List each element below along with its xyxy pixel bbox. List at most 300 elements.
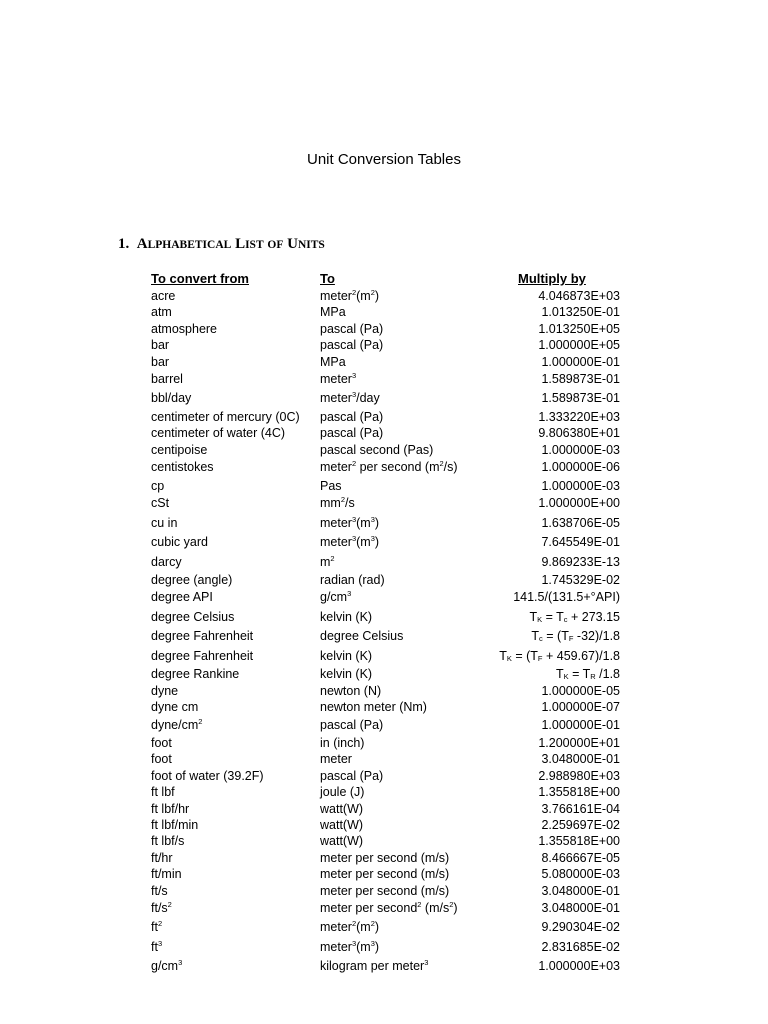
table-row (0, 666, 768, 682)
to-unit (320, 514, 379, 534)
from-unit (151, 957, 182, 977)
superscript: 2 (439, 459, 444, 469)
to-unit (320, 647, 372, 667)
table-row (0, 572, 768, 588)
factor-text: 1.000000E+03 (538, 959, 620, 974)
multiply-value (541, 514, 620, 534)
formula-text: + 459.67)/1.8 (542, 648, 620, 663)
from-text: centimeter of water (4C) (151, 426, 286, 441)
table-row (0, 918, 768, 938)
multiply-value (541, 370, 620, 390)
from-unit (151, 514, 177, 534)
subscript: F (568, 634, 574, 644)
factor-text: 1.000000E-01 (541, 354, 620, 369)
formula-text: = (T (542, 629, 569, 644)
superscript: 3 (370, 534, 375, 544)
to-text: meter per second (m/s) (320, 850, 450, 865)
from-text: centistokes (151, 460, 214, 475)
multiply-value (541, 817, 620, 833)
multiply-value (541, 938, 620, 958)
to-text: pascal (Pa) (320, 768, 384, 783)
from-unit (151, 768, 264, 784)
from-text: darcy (151, 554, 182, 569)
table-row (0, 354, 768, 370)
from-text: foot (151, 736, 172, 751)
from-text: cSt (151, 496, 170, 511)
from-text: degree Celsius (151, 609, 235, 624)
to-unit (320, 458, 458, 478)
multiply-value (541, 478, 620, 494)
subscript: K (537, 614, 543, 624)
from-text: ft (151, 920, 158, 935)
table-row (0, 533, 768, 553)
factor-text: 1.000000E+00 (538, 496, 620, 511)
table-row (0, 784, 768, 800)
table-row (0, 553, 768, 573)
from-unit (151, 716, 202, 736)
from-text: degree Fahrenheit (151, 648, 254, 663)
to-text: joule (J) (320, 785, 365, 800)
from-unit (151, 553, 182, 573)
to-unit (320, 801, 363, 817)
to-text: kelvin (K) (320, 667, 373, 682)
factor-text: 2.831685E-02 (541, 939, 620, 954)
factor-text: 5.080000E-03 (541, 867, 620, 882)
superscript: 2 (351, 288, 357, 297)
from-unit (151, 784, 175, 800)
multiply-value (541, 389, 620, 409)
to-unit (320, 716, 383, 736)
from-unit (151, 801, 189, 817)
to-unit (320, 409, 383, 425)
to-text: ) (374, 939, 380, 954)
subscript: F (537, 653, 543, 663)
to-text: m (320, 554, 331, 569)
formula-text: T (555, 667, 564, 682)
multiply-value (541, 918, 620, 938)
to-unit (320, 850, 449, 866)
superscript: 2 (351, 459, 357, 469)
superscript: 3 (351, 938, 357, 948)
to-text: meter (320, 920, 352, 935)
from-text: degree Rankine (151, 667, 240, 682)
factor-text: 141.5/(131.5+°API) (513, 590, 620, 605)
superscript: 3 (178, 958, 183, 968)
superscript: 2 (370, 288, 375, 297)
from-unit (151, 899, 172, 919)
section-heading: 1. ALPHABETICAL LIST OF UNITS (118, 236, 325, 252)
factor-text: 9.806380E+01 (538, 426, 620, 441)
from-unit (151, 389, 191, 409)
to-unit (320, 553, 335, 573)
table-row (0, 321, 768, 337)
factor-text: 3.766161E-04 (541, 801, 620, 816)
from-text: ft lbf/s (151, 834, 185, 849)
from-text: atm (151, 305, 172, 320)
factor-text: 1.589873E-01 (541, 391, 620, 406)
superscript: 2 (449, 899, 454, 909)
multiply-value (499, 647, 620, 667)
multiply-value (529, 608, 620, 628)
to-unit (320, 370, 356, 390)
to-unit (320, 683, 381, 699)
to-text: (m (356, 535, 371, 550)
from-text: ft/s (151, 883, 168, 898)
table-row (0, 627, 768, 647)
multiply-value (541, 553, 620, 573)
superscript: 3 (351, 514, 357, 524)
multiply-value (538, 409, 620, 425)
to-text: Pas (320, 478, 342, 493)
to-unit (320, 533, 379, 553)
multiply-value (541, 716, 620, 736)
table-row (0, 883, 768, 899)
from-unit (151, 588, 213, 608)
subscript: R (590, 672, 596, 682)
table-row (0, 588, 768, 608)
column-header-from: To convert from (151, 271, 249, 286)
from-unit (151, 683, 178, 699)
to-unit (320, 899, 458, 919)
multiply-value (541, 354, 620, 370)
from-text: degree Fahrenheit (151, 629, 254, 644)
table-row (0, 288, 768, 304)
from-text: cu in (151, 515, 178, 530)
from-unit (151, 425, 285, 441)
superscript: 3 (351, 534, 357, 544)
to-unit (320, 288, 379, 304)
from-unit (151, 866, 182, 882)
to-text: degree Celsius (320, 629, 404, 644)
to-text: newton (N) (320, 683, 382, 698)
from-text: centipoise (151, 442, 208, 457)
from-text: ft/hr (151, 850, 173, 865)
multiply-value (538, 784, 620, 800)
from-unit (151, 735, 172, 751)
to-unit (320, 735, 364, 751)
column-header-to: To (320, 271, 335, 286)
multiply-value (541, 866, 620, 882)
to-unit (320, 354, 346, 370)
to-text: ) (374, 920, 380, 935)
to-text: g/cm (320, 590, 348, 605)
to-text: in (inch) (320, 736, 365, 751)
to-text: /day (356, 391, 380, 406)
to-unit (320, 817, 363, 833)
superscript: 3 (370, 514, 375, 524)
subscript: c (539, 634, 543, 644)
to-unit (320, 938, 379, 958)
from-unit (151, 817, 198, 833)
from-unit (151, 321, 217, 337)
to-text: newton meter (Nm) (320, 700, 427, 715)
to-unit (320, 442, 433, 458)
table-row (0, 833, 768, 849)
factor-text: 1.000000E-03 (541, 478, 620, 493)
multiply-value (541, 533, 620, 553)
table-row (0, 768, 768, 784)
from-unit (151, 850, 173, 866)
to-unit (320, 321, 383, 337)
factor-text: 2.259697E-02 (541, 818, 620, 833)
superscript: 2 (417, 899, 422, 909)
multiply-value (556, 666, 620, 682)
superscript: 3 (424, 958, 429, 968)
table-row (0, 304, 768, 320)
table-row (0, 389, 768, 409)
column-header-multiply: Multiply by (518, 271, 586, 286)
to-text: per second (m (356, 460, 440, 475)
to-text: pascal (Pa) (320, 338, 384, 353)
factor-text: 3.048000E-01 (541, 883, 620, 898)
to-unit (320, 389, 380, 409)
from-text: bar (151, 338, 170, 353)
from-unit (151, 370, 183, 390)
subscript: K (506, 653, 512, 663)
from-text: foot of water (39.2F) (151, 768, 264, 783)
formula-text: -32)/1.8 (573, 629, 620, 644)
factor-text: 1.000000E+05 (538, 338, 620, 353)
from-text: atmosphere (151, 321, 218, 336)
to-text: pascal second (Pas) (320, 442, 434, 457)
table-row (0, 514, 768, 534)
table-row (0, 409, 768, 425)
formula-text: + 273.15 (567, 609, 620, 624)
to-text: pascal (Pa) (320, 321, 384, 336)
to-text: ) (374, 535, 380, 550)
table-row (0, 866, 768, 882)
superscript: 3 (157, 938, 163, 948)
multiply-value (541, 883, 620, 899)
to-text: watt(W) (320, 818, 364, 833)
factor-text: 1.333220E+03 (538, 409, 620, 424)
to-unit (320, 918, 379, 938)
table-row (0, 850, 768, 866)
factor-text: 7.645549E-01 (541, 535, 620, 550)
to-unit (320, 833, 363, 849)
factor-text: 3.048000E-01 (541, 752, 620, 767)
to-text: (m/s (421, 900, 450, 915)
to-text: ) (374, 289, 380, 303)
multiply-value (541, 458, 620, 478)
to-unit (320, 478, 342, 494)
from-text: ft lbf (151, 785, 175, 800)
formula-text: = T (568, 667, 591, 682)
to-text: (m (356, 939, 371, 954)
table-row (0, 337, 768, 353)
factor-text: 8.466667E-05 (541, 850, 620, 865)
from-unit (151, 409, 300, 425)
from-unit (151, 883, 168, 899)
from-text: ft/s (151, 900, 168, 915)
factor-text: 4.046873E+03 (538, 289, 620, 303)
from-text: ft lbf/hr (151, 801, 190, 816)
multiply-value (538, 833, 620, 849)
from-text: foot (151, 752, 172, 767)
factor-text: 9.290304E-02 (541, 920, 620, 935)
conversion-table (0, 288, 768, 977)
factor-text: 1.000000E-01 (541, 717, 620, 732)
factor-text: 1.745329E-02 (541, 573, 620, 588)
to-unit (320, 751, 352, 767)
factor-text: 1.355818E+00 (538, 834, 620, 849)
table-row (0, 458, 768, 478)
from-text: g/cm (151, 959, 179, 974)
from-unit (151, 533, 208, 553)
from-unit (151, 833, 184, 849)
to-text: meter (320, 939, 352, 954)
multiply-value (538, 288, 620, 304)
multiply-value (541, 442, 620, 458)
superscript: 2 (330, 553, 335, 563)
to-text: kelvin (K) (320, 609, 373, 624)
factor-text: 1.355818E+00 (538, 785, 620, 800)
to-text: meter (320, 515, 352, 530)
table-row (0, 716, 768, 736)
to-text: meter (320, 391, 352, 406)
factor-text: 9.869233E-13 (541, 554, 620, 569)
superscript: 2 (198, 716, 203, 726)
table-row (0, 683, 768, 699)
multiply-value (541, 572, 620, 588)
table-row (0, 817, 768, 833)
to-unit (320, 572, 385, 588)
to-unit (320, 768, 383, 784)
from-unit (151, 666, 239, 682)
superscript: 2 (351, 919, 357, 929)
from-unit (151, 458, 214, 478)
multiply-value (531, 627, 620, 647)
from-unit (151, 938, 162, 958)
superscript: 3 (370, 938, 375, 948)
to-text: meter (320, 460, 352, 475)
formula-text: /1.8 (595, 667, 620, 682)
to-text: (m (356, 920, 371, 935)
multiply-value (538, 957, 620, 977)
table-row (0, 751, 768, 767)
multiply-value (541, 899, 620, 919)
to-unit (320, 608, 372, 628)
multiply-value (541, 801, 620, 817)
table-row (0, 899, 768, 919)
to-unit (320, 699, 427, 715)
from-text: centimeter of mercury (0C) (151, 409, 300, 424)
factor-text: 1.013250E+05 (538, 321, 620, 336)
table-row (0, 442, 768, 458)
from-text: degree (angle) (151, 573, 233, 588)
to-unit (320, 627, 403, 647)
to-text: ) (453, 900, 458, 915)
to-text: radian (rad) (320, 573, 385, 588)
from-text: bar (151, 354, 170, 369)
to-text: (m (356, 515, 371, 530)
to-text: meter per second (320, 900, 418, 915)
to-text: meter (320, 289, 352, 303)
multiply-value (541, 304, 620, 320)
from-unit (151, 608, 234, 628)
formula-text: = T (542, 609, 564, 624)
factor-text: 1.000000E-07 (541, 700, 620, 715)
to-text: mm (320, 496, 341, 511)
to-text: meter (320, 371, 352, 386)
from-unit (151, 699, 198, 715)
table-row (0, 494, 768, 514)
to-unit (320, 883, 449, 899)
table-row (0, 735, 768, 751)
to-text: (m (356, 289, 371, 303)
factor-text: 1.000000E-03 (541, 442, 620, 457)
from-unit (151, 304, 172, 320)
table-row (0, 801, 768, 817)
table-row (0, 957, 768, 977)
multiply-value (541, 699, 620, 715)
from-text: ft (151, 939, 158, 954)
superscript: 2 (157, 919, 163, 929)
superscript: 3 (347, 589, 352, 599)
subscript: c (563, 614, 568, 624)
from-text: cp (151, 478, 165, 493)
to-text: /s) (443, 460, 458, 475)
multiply-value (541, 751, 620, 767)
from-unit (151, 918, 162, 938)
multiply-value (513, 588, 620, 608)
to-unit (320, 494, 355, 514)
to-text: meter (320, 535, 352, 550)
formula-text: T (499, 648, 507, 663)
to-unit (320, 866, 449, 882)
formula-text: T (531, 629, 540, 644)
from-unit (151, 337, 169, 353)
formula-text: = (T (511, 648, 538, 663)
from-text: acre (151, 289, 176, 303)
multiply-value (538, 735, 620, 751)
to-unit (320, 666, 372, 682)
table-row (0, 608, 768, 628)
to-text: watt(W) (320, 834, 364, 849)
to-text: pascal (Pa) (320, 717, 384, 732)
multiply-value (541, 850, 620, 866)
from-text: degree API (151, 590, 213, 605)
table-row (0, 699, 768, 715)
from-unit (151, 647, 253, 667)
from-text: ft/min (151, 867, 182, 882)
to-text: watt(W) (320, 801, 364, 816)
to-text: pascal (Pa) (320, 426, 384, 441)
from-unit (151, 288, 175, 304)
to-text: ) (374, 515, 380, 530)
factor-text: 1.013250E-01 (541, 305, 620, 320)
superscript: 3 (351, 390, 357, 400)
factor-text: 1.000000E-05 (541, 683, 620, 698)
factor-text: 1.589873E-01 (541, 371, 620, 386)
from-unit (151, 442, 207, 458)
to-unit (320, 304, 346, 320)
multiply-value (538, 494, 620, 514)
factor-text: 1.000000E-06 (541, 460, 620, 475)
to-text: kilogram per meter (320, 959, 425, 974)
to-text: pascal (Pa) (320, 409, 384, 424)
to-text: MPa (320, 354, 346, 369)
from-text: bbl/day (151, 391, 192, 406)
multiply-value (538, 768, 620, 784)
table-row (0, 478, 768, 494)
from-unit (151, 354, 169, 370)
table-row (0, 425, 768, 441)
to-unit (320, 957, 428, 977)
to-unit (320, 588, 351, 608)
multiply-value (541, 683, 620, 699)
to-text: MPa (320, 305, 346, 320)
